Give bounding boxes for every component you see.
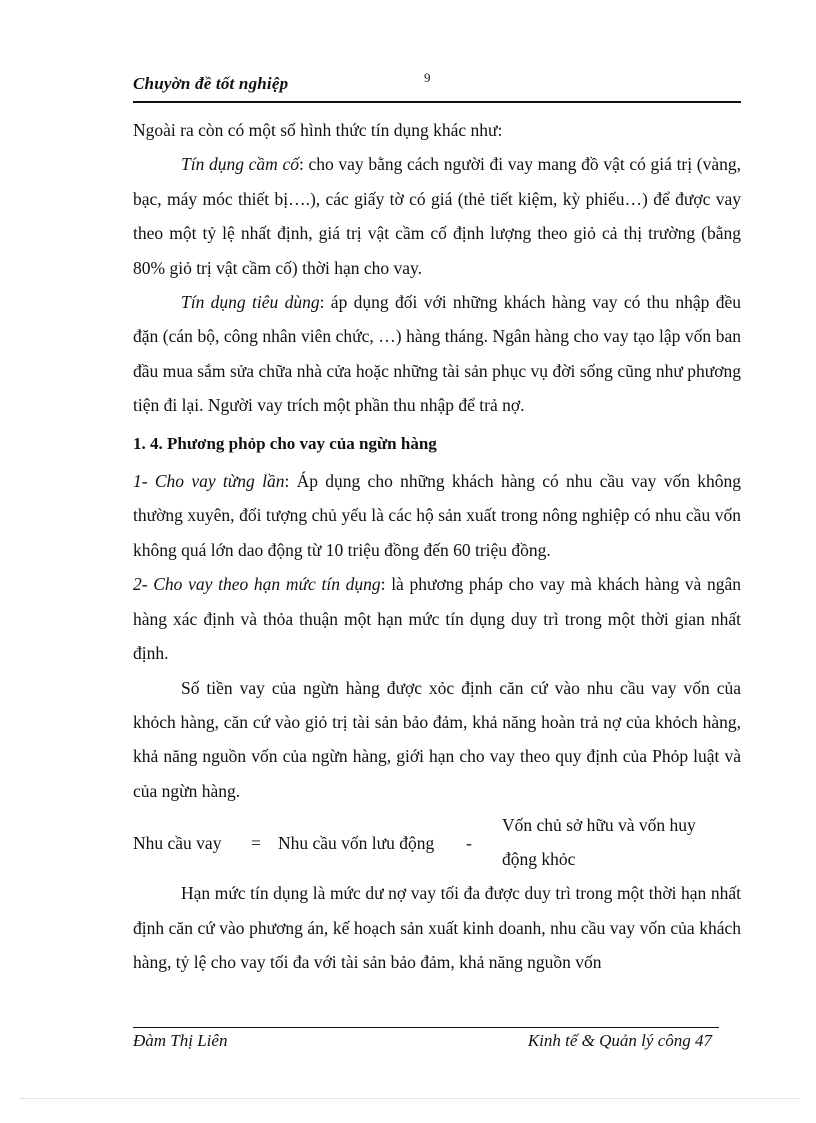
footer-department: Kinh tế & Quản lý công 47 [527, 1031, 712, 1050]
paragraph-per-loan [133, 464, 741, 567]
footer-divider [133, 1027, 719, 1028]
loan-formula [133, 810, 741, 876]
body-text [133, 113, 741, 979]
header-divider [133, 101, 741, 103]
page-number: 9 [424, 70, 431, 85]
text-per-loan: : Áp dụng cho những khách hàng có nhu cầu vay vốn không thường xuyên, đối tượng chủ yếu là các hộ sản xuất trong nông nghiệp có nhu cầu vốn không quá lớn dao động từ 10 triệu đồng đến 60 triệu đồng. [133, 471, 741, 560]
header-title: Chuyờn đề tốt nghiệp [133, 74, 289, 93]
term-per-loan: 1- Cho vay từng lần [133, 471, 285, 492]
paragraph-consumer-credit [133, 285, 741, 423]
formula-minus: - [466, 833, 472, 854]
page-bottom-border [20, 1098, 800, 1099]
text-credit-line: : là phương pháp cho vay mà khách hàng và ngân hàng xác định và thỏa thuận một hạn mức tín dụng duy trì trong một thời gian nhất định. [133, 574, 741, 664]
term-credit-line: 2- Cho vay theo hạn mức tín dụng [133, 574, 381, 595]
formula-left: Nhu cầu vay [133, 833, 222, 854]
text-consumer-credit: : áp dụng đối với những khách hàng vay có thu nhập đều đặn (cán bộ, công nhân viên chức, …) hàng tháng. Ngân hàng cho vay tạo lập vốn ban đầu mua sắm sửa chữa nhà cửa hoặc những tài sản phục vụ đời sống cũng như phương tiện đi lại. Người vay trích một phần thu nhập để trả nợ. [133, 292, 741, 416]
formula-right-line2: động khỏc [502, 849, 576, 870]
paragraph-loan-amount: Số tiền vay của ngừn hàng được xỏc định căn cứ vào nhu cầu vay vốn của khỏch hàng, căn cứ vào giỏ trị tài sản bảo đảm, khả năng hoàn trả nợ của khỏch hàng, khả năng nguồn vốn của ngừn hàng, giới hạn cho vay theo quy định của Phỏp luật và của ngừn hàng. [133, 677, 741, 801]
paragraph-pawn-credit [133, 147, 741, 285]
term-consumer-credit: Tín dụng tiêu dùng [181, 292, 320, 313]
term-pawn-credit: Tín dụng cầm cố [181, 154, 299, 175]
formula-middle: Nhu cầu vốn lưu động [278, 833, 435, 854]
paragraph-credit-line [133, 567, 741, 670]
formula-equals: = [251, 833, 261, 854]
section-heading: 1. 4. Phương phỏp cho vay của ngừn hàng [133, 433, 437, 453]
formula-right-line1: Vốn chủ sở hữu và vốn huy [502, 815, 696, 836]
text-pawn-credit: : cho vay bằng cách người đi vay mang đồ vật có giá trị (vàng, bạc, máy móc thiết bị….), các giấy tờ có giá (thẻ tiết kiệm, kỳ phiếu…) để được vay theo một tỷ lệ nhất định, giá trị vật cầm cố định lượng theo giỏ cả thị trường (bằng 80% giỏ trị vật cầm cố) thời hạn cho vay. [133, 154, 741, 278]
paragraph-credit-limit: Hạn mức tín dụng là mức dư nợ vay tối đa được duy trì trong một thời hạn nhất định căn cứ vào phương án, kế hoạch sản xuất kinh doanh, nhu cầu vay vốn của khách hàng, tỷ lệ cho vay tối đa với tài sản bảo đảm, khả năng nguồn vốn [133, 883, 741, 972]
footer-author: Đàm Thị Liên [133, 1031, 228, 1050]
paragraph-intro: Ngoài ra còn có một số hình thức tín dụng khác như: [133, 120, 503, 140]
